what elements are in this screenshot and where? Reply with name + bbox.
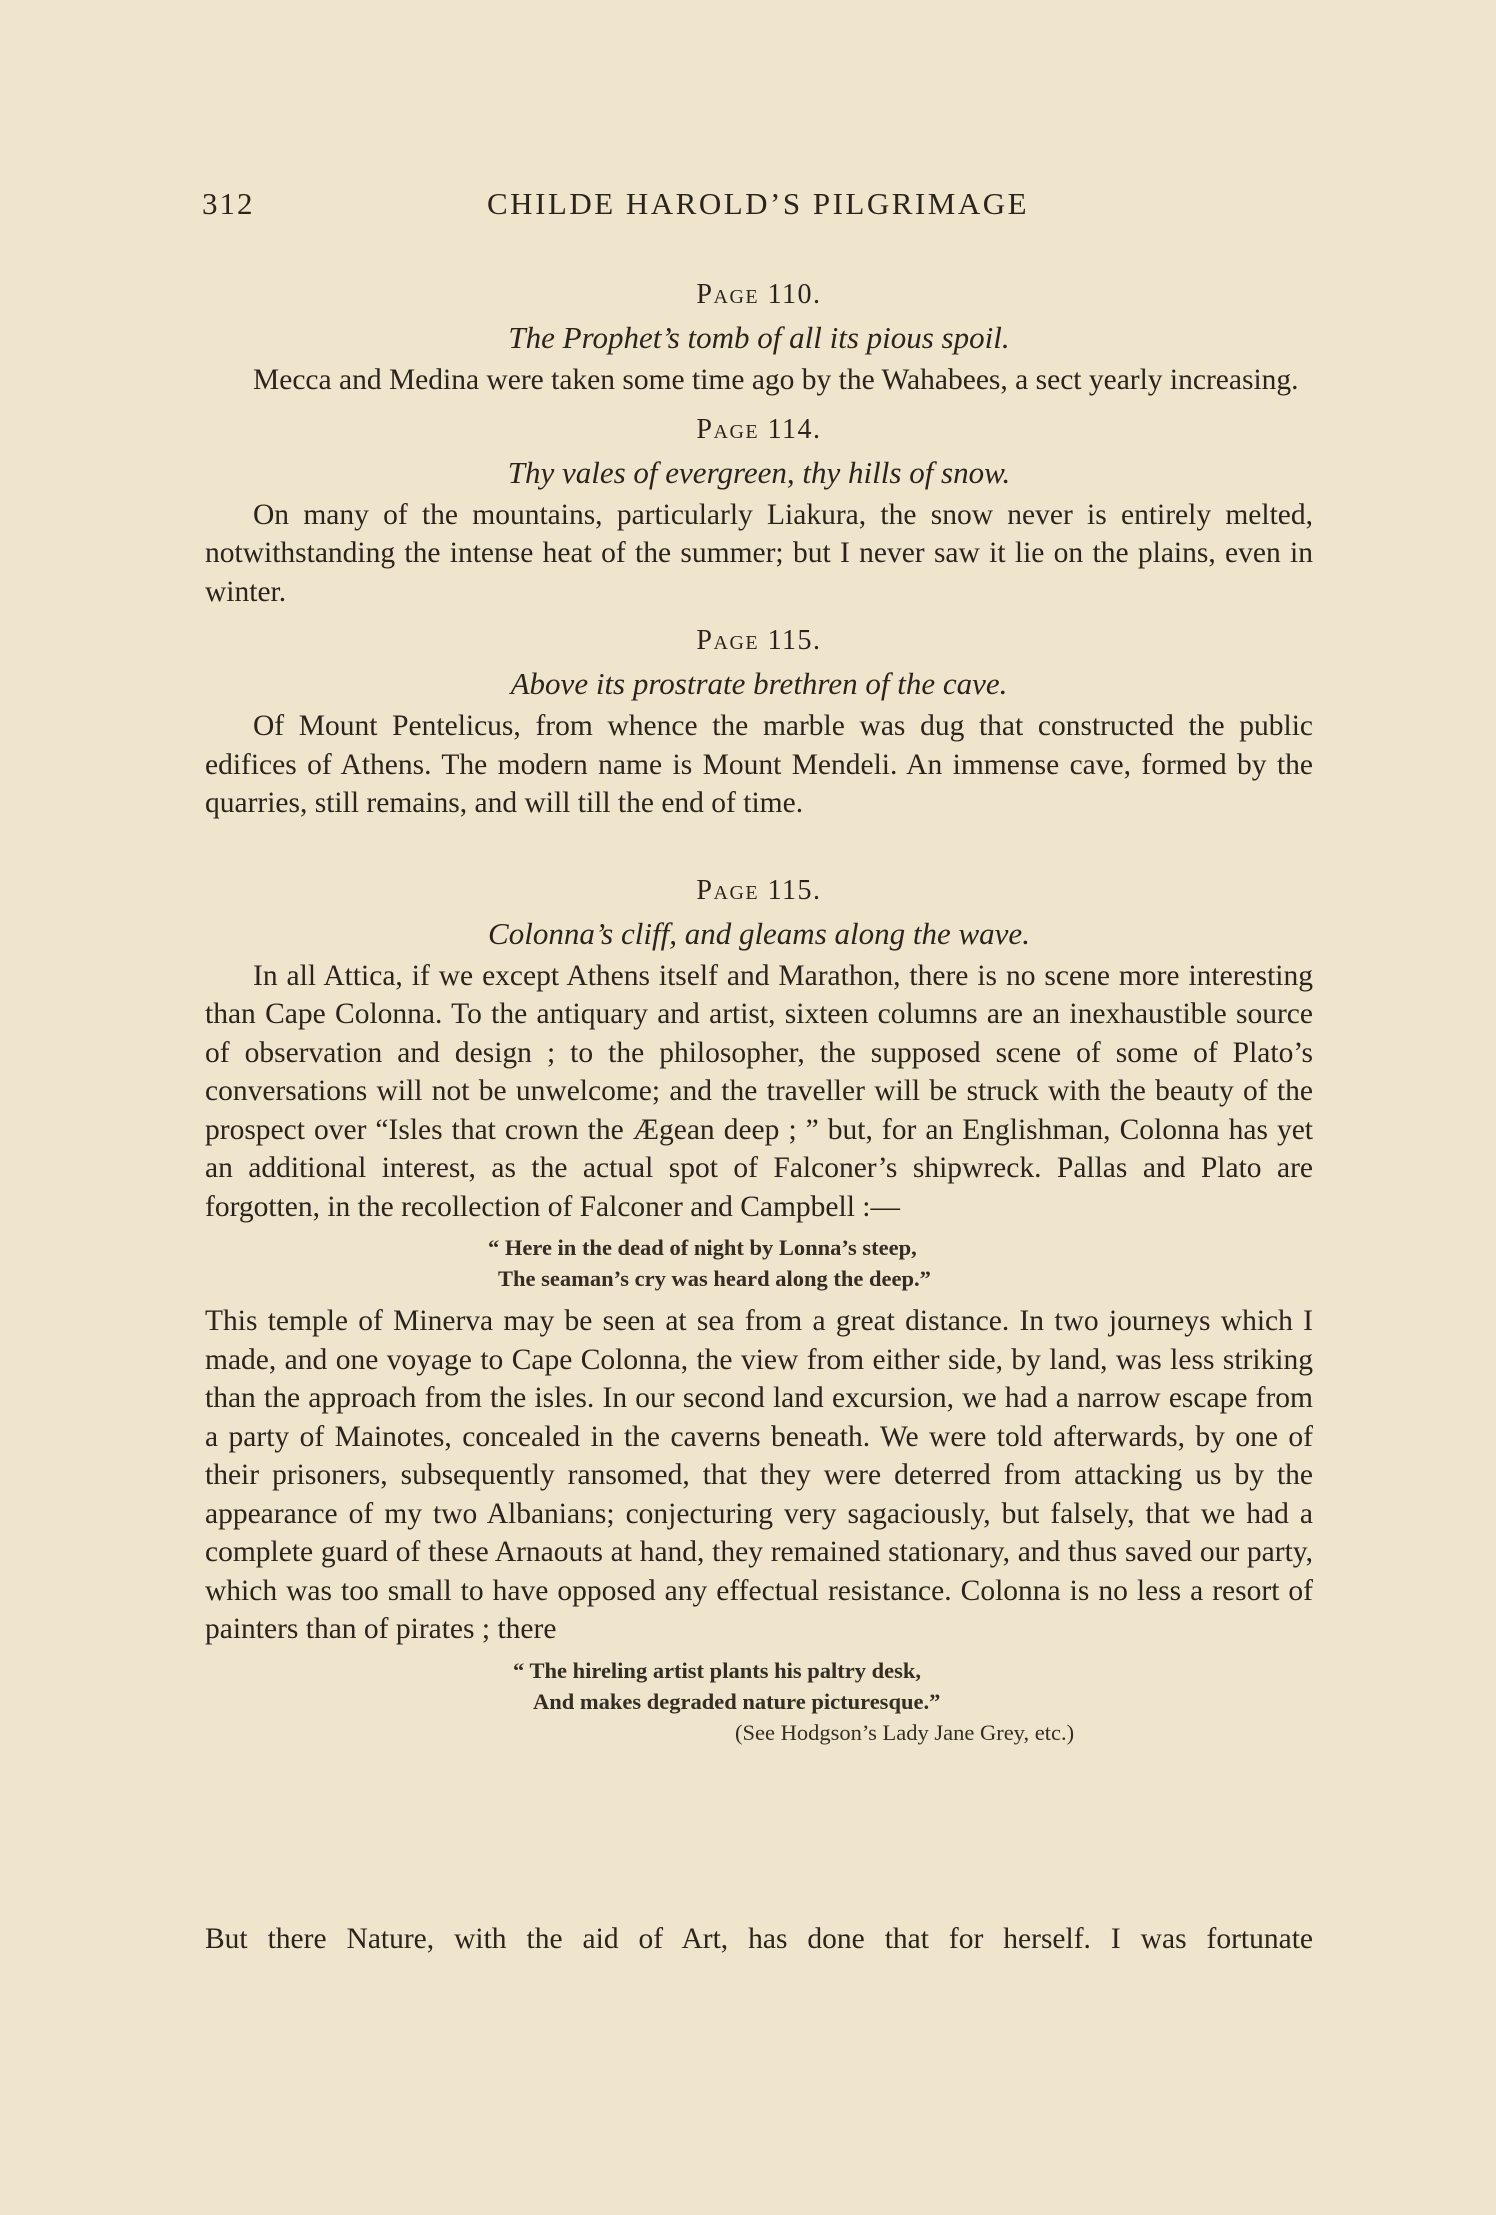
quoted-line: Colonna’s cliff, and gleams along the wave. [488, 915, 1030, 951]
continuing-paragraph: But there Nature, with the aid of Art, has done that for herself. I was fortunate [205, 1923, 1313, 1955]
running-title: CHILDE HAROLD’S PILGRIMAGE [487, 186, 1030, 221]
spacer [205, 823, 1313, 871]
note-page-115-b [205, 871, 1313, 1748]
notes-body [205, 275, 1313, 1756]
verse-quotation [205, 1655, 1313, 1748]
page-reference: Page 114. [696, 413, 822, 445]
verse-line: The seaman’s cry was heard along the deep.” [498, 1266, 931, 1291]
verse-citation: (See Hodgson’s Lady Jane Grey, etc.) [735, 1719, 1075, 1745]
page-header [202, 186, 1317, 230]
page-number: 312 [202, 186, 255, 221]
page-reference: Page 115. [696, 874, 822, 906]
quoted-line: The Prophet’s tomb of all its pious spoil. [508, 320, 1010, 355]
note-page-115-a [205, 621, 1313, 823]
spacer [205, 400, 1313, 410]
note-paragraph: On many of the mountains, particularly Liakura, the snow never is entirely melted, notwithstanding the intense heat of the summer; but I never saw it lie on the plains, even in winter. [205, 498, 1313, 608]
verse-quotation [205, 1232, 1313, 1294]
page-reference: Page 115. [696, 625, 822, 656]
note-page-110 [205, 275, 1313, 400]
verse-line: And makes degraded nature picturesque.” [533, 1688, 941, 1714]
note-page-114 [205, 410, 1313, 612]
page-reference: Page 110. [696, 279, 822, 310]
note-paragraph: In all Attica, if we except Athens itself and Marathon, there is no scene more interesting than Cape Colonna. To the antiquary and artist, sixteen columns are an inexhaustible source of observation and design ; to the philosopher, the supposed scene of some of Plato’s conversations will not be unwelcome; and the traveller will be struck with the beauty of the prospect over “Isles that crown the Ægean deep ; ” but, for an Englishman, Colonna has yet an additional interest, as the actual spot of Falconer’s shipwreck. Pallas and Plato are forgotten, in the recollection of Falconer and Campbell :— [205, 959, 1313, 1223]
note-paragraph: Mecca and Medina were taken some time ago by the Wahabees, a sect yearly increasing. [253, 364, 1299, 396]
verse-line: “ Here in the dead of night by Lonna’s steep, [488, 1235, 917, 1260]
verse-line: “ The hireling artist plants his paltry desk, [513, 1657, 921, 1683]
note-paragraph: This temple of Minerva may be seen at sea from a great distance. In two journeys which I made, and one voyage to Cape Colonna, the view from either side, by land, was less striking than the approach from the isles. In our second land excursion, we had a narrow escape from a party of Mainotes, concealed in the caverns beneath. We were told afterwards, by one of their prisoners, subsequently ransomed, that they were deterred from attacking us by the appearance of my two Albanians; conjecturing very sagaciously, but falsely, that we had a complete guard of these Arnaouts at hand, they remained stationary, and thus saved our party, which was too small to have opposed any effectual resistance. Colonna is no less a resort of painters than of pirates ; there [205, 1305, 1313, 1645]
quoted-line: Thy vales of evergreen, thy hills of snow. [507, 454, 1011, 490]
quoted-line: Above its prostrate brethren of the cave. [510, 666, 1008, 701]
note-paragraph: Of Mount Pentelicus, from whence the marble was dug that constructed the public edifices of Athens. The modern name is Mount Mendeli. An immense cave, formed by the quarries, still remains, and will till the end of time. [205, 710, 1313, 819]
spacer [205, 611, 1313, 621]
